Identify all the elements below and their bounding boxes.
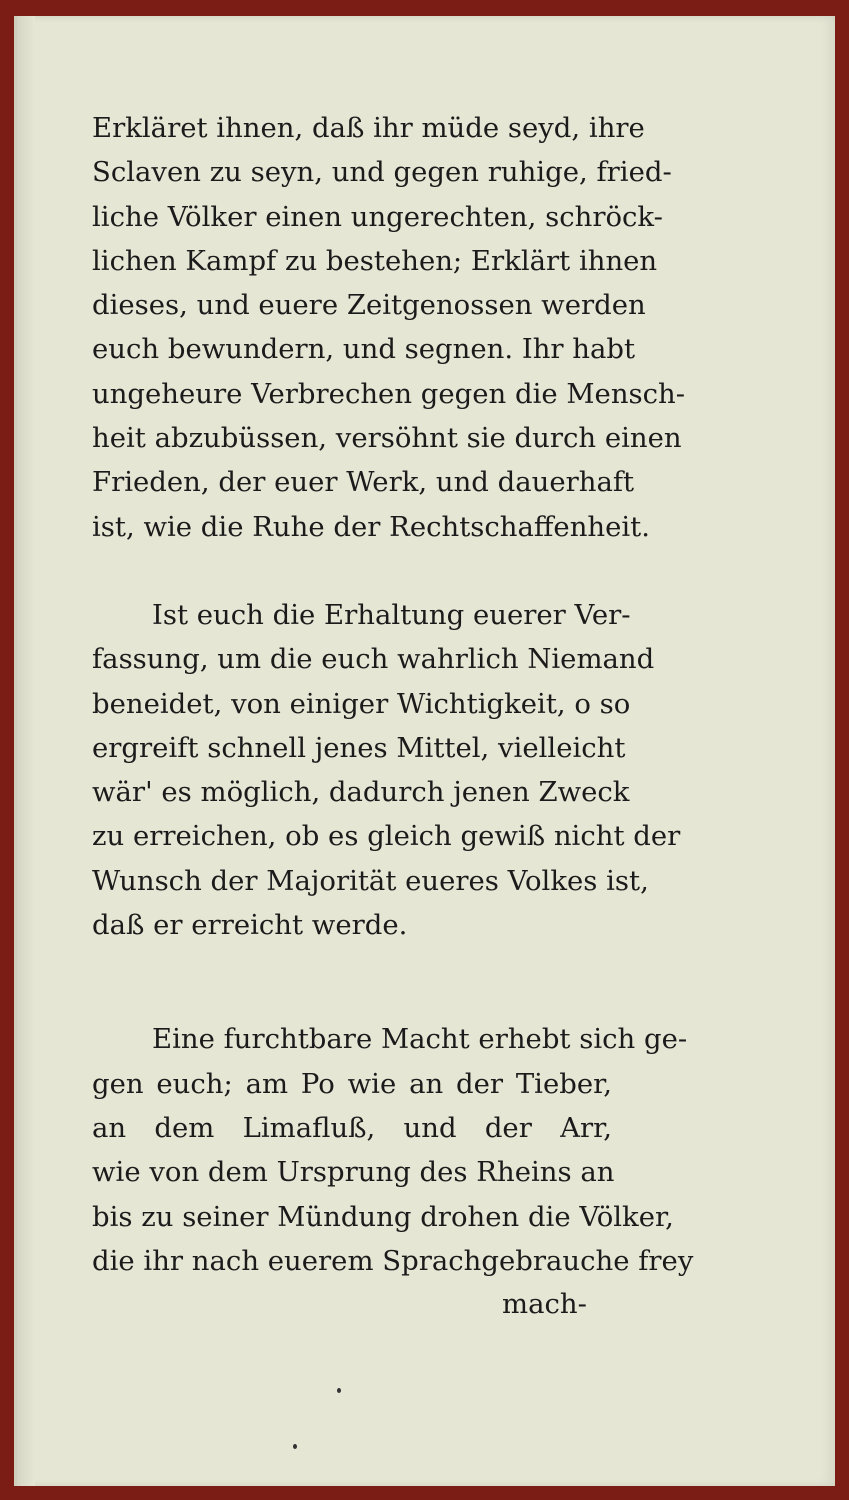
text-line: fassung, um die euch wahrlich Niemand xyxy=(92,643,655,676)
text-line: daß er erreicht werde. xyxy=(92,909,408,942)
text-line: bis zu seiner Mündung drohen die Völker, xyxy=(92,1200,674,1233)
text-line: dieses, und euere Zeitgenossen werden xyxy=(92,289,646,322)
paragraph-2 xyxy=(92,593,681,947)
text-line: die ihr nach euerem Sprachgebrauche frey xyxy=(92,1244,694,1277)
paragraph-1 xyxy=(92,106,686,549)
text-line: wie von dem Ursprung des Rheins an xyxy=(92,1156,615,1189)
text-line: Wunsch der Majorität eueres Volkes ist, xyxy=(92,864,649,897)
text-line: liche Völker einen ungerechten, schröck- xyxy=(92,200,663,233)
text-line: gen euch; am Po wie an der Tieber, xyxy=(92,1067,612,1100)
text-line: lichen Kampf zu bestehen; Erklärt ihnen xyxy=(92,244,658,277)
body-text xyxy=(92,106,694,1283)
catchword: mach- xyxy=(502,1288,587,1320)
text-line: an dem Limafluß, und der Arr, xyxy=(92,1111,612,1144)
text-line: ungeheure Verbrechen gegen die Mensch- xyxy=(92,377,686,410)
text-line: wär' es möglich, dadurch jenen Zweck xyxy=(92,776,630,809)
text-line: ist, wie die Ruhe der Rechtschaffenheit. xyxy=(92,510,650,543)
text-line: Eine furchtbare Macht erhebt sich ge- xyxy=(152,1023,688,1056)
ink-speck xyxy=(337,1388,341,1393)
ink-speck xyxy=(293,1444,297,1449)
text-line: beneidet, von einiger Wichtigkeit, o so xyxy=(92,687,631,720)
book-page xyxy=(14,16,835,1486)
text-line: Frieden, der euer Werk, und dauerhaft xyxy=(92,466,635,499)
text-line: Ist euch die Erhaltung euerer Ver- xyxy=(152,598,631,631)
text-line: heit abzubüssen, versöhnt sie durch einen xyxy=(92,422,682,455)
paragraph-3 xyxy=(92,1017,694,1283)
text-line: Sclaven zu seyn, und gegen ruhige, fried- xyxy=(92,156,672,189)
text-line: ergreift schnell jenes Mittel, vielleicht xyxy=(92,731,626,764)
page-spine-shadow xyxy=(17,16,35,1486)
text-line: Erkläret ihnen, daß ihr müde seyd, ihre xyxy=(92,112,645,144)
text-line: euch bewundern, und segnen. Ihr habt xyxy=(92,333,636,366)
text-line: zu erreichen, ob es gleich gewiß nicht der xyxy=(92,820,681,853)
